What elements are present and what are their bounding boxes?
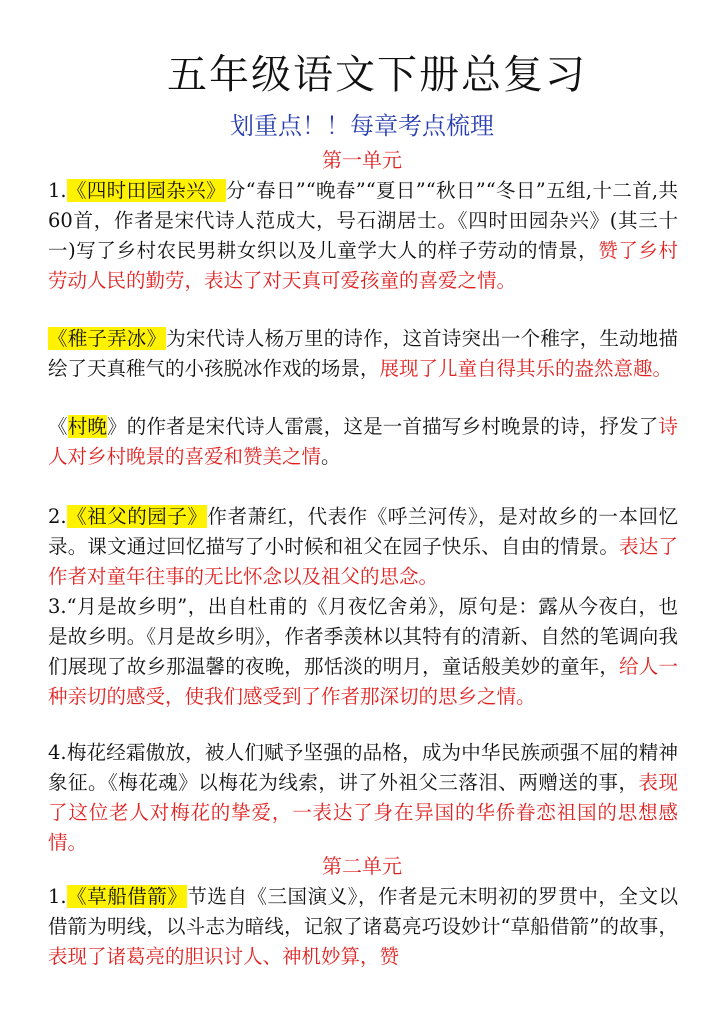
paragraph-text: 3.“月是故乡明”，出自杜甫的《月夜忆舍弟》，原句是：露从今夜白，也是故乡明。《月是故乡明》，作者季羡林以其特有的清新、自然的笔调向我们展现了故乡那温馨的夜晚，那恬淡的明月，童话般美妙的童年， [48,595,678,678]
unit2-heading: 第二单元 [322,854,402,878]
emphasis-text: 赞了乡村劳动人民的勤劳，表达了对天真可爱孩童的喜爱之情。 [48,239,678,292]
unit1-paragraph-5 [48,592,678,712]
emphasis-text: 表达了作者对童年往事的无比怀念以及祖父的思念。 [48,535,678,588]
page-subtitle: 划重点！！每章考点梳理 [230,112,494,140]
paragraph-text: 4.梅花经霜傲放，被人们赋予坚强的品格，成为中华民族顽强不屈的精神象征。《梅花魂》以梅花为线索，讲了外祖父三落泪、两赠送的事， [48,741,678,794]
paragraph-text: 分“春日”“晚春”“夏日”“秋日”“冬日”五组,十二首,共60首，作者是宋代诗人范成大，号石湖居士。《四时田园杂兴》(其三十一)写了乡村农民男耕女织以及儿童学大人的样子劳动的情景， [48,179,678,262]
bracket-close: 》 [107,415,127,438]
emphasis-text: 给人一种亲切的感受，使我们感受到了作者那深切的思乡之情。 [48,655,678,708]
page-title: 五年级语文下册总复习 [167,52,587,98]
unit2-paragraph-1 [48,882,678,972]
unit1-paragraph-6 [48,738,678,858]
emphasis-text: 表现了诸葛亮的胆识讨人、神机妙算，赞 [48,945,400,968]
emphasis-text: 表现了这位老人对梅花的挚爱，一表达了身在异国的华侨眷恋祖国的思想感情。 [48,771,678,854]
emphasis-text: 诗人对乡村晚景的喜爱和赞美之情 [48,415,678,468]
item-number: 1. [48,179,67,202]
paragraph-text: 作者萧红，代表作《呼兰河传》，是对故乡的一本回忆录。课文通过回忆描写了小时候和祖父在园子快乐、自由的情景。 [48,505,678,558]
unit1-heading: 第一单元 [322,148,402,172]
bracket-open: 《 [48,415,68,438]
highlighted-title: 《草船借箭》 [66,885,188,908]
highlighted-title: 村晚 [67,415,108,438]
paragraph-end: 。 [321,445,341,468]
unit1-paragraph-3 [48,412,678,472]
paragraph-text: 的作者是宋代诗人雷震，这是一首描写乡村晚景的诗，抒发了 [126,415,659,438]
highlighted-title: 《四时田园杂兴》 [66,179,226,202]
highlighted-title: 《稚子弄冰》 [48,327,167,350]
emphasis-text: 展现了儿童自得其乐的盎然意趣。 [379,357,673,380]
unit1-paragraph-4 [48,502,678,592]
paragraph-text: 节选自《三国演义》，作者是元末明初的罗贯中，全文以借箭为明线，以斗志为暗线，记叙了诸葛亮巧设妙计“草船借箭”的故事， [48,885,678,938]
item-number: 1. [48,885,67,908]
item-number: 2. [48,505,67,528]
unit1-paragraph-2 [48,324,678,384]
paragraph-text: 为宋代诗人杨万里的诗作，这首诗突出一个稚字，生动地描绘了天真稚气的小孩脱冰作戏的场景， [48,327,678,380]
highlighted-title: 《祖父的园子》 [66,505,208,528]
unit1-paragraph-1 [48,176,678,296]
